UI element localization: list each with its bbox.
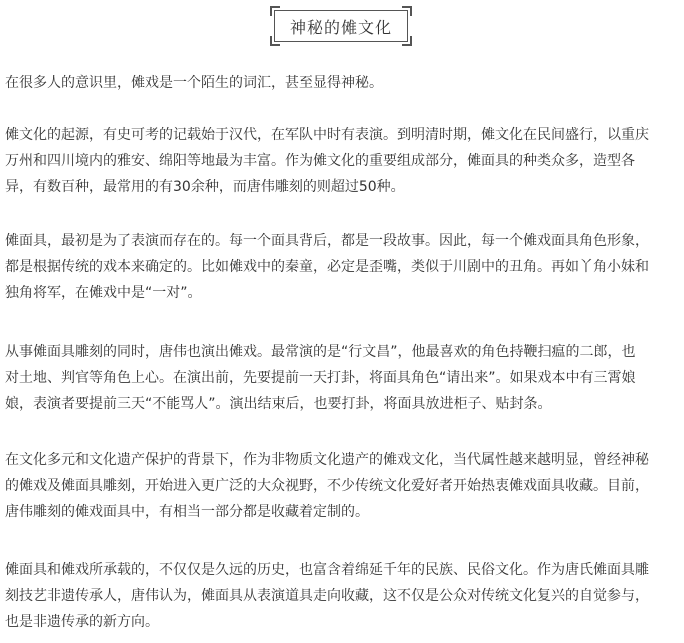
text-line: 在文化多元和文化遗产保护的背景下，作为非物质文化遗产的傩戏文化，当代属性越来越明显，曾经神秘 — [5, 452, 649, 468]
text-line: 异，有数百种，最常用的有30余种，而唐伟雕刻的则超过50种。 — [5, 179, 405, 195]
paragraph-origin — [5, 122, 680, 200]
text-line: 傩面具，最初是为了表演而存在的。每一个面具背后，都是一段故事。因此，每一个傩戏面具角色形象， — [5, 233, 649, 249]
text-line: 独角将军，在傩戏中是“一对”。 — [5, 285, 202, 301]
text-line: 万州和四川境内的雅安、绵阳等地最为丰富。作为傩文化的重要组成部分，傩面具的种类众多，造型各 — [5, 153, 635, 169]
paragraph-inheritance — [5, 557, 680, 635]
text-line: 都是根据传统的戏本来确定的。比如傩戏中的秦童，必定是歪嘴，类似于川剧中的丑角。再如丫角小妹和 — [5, 259, 649, 275]
text-line: 唐伟雕刻的傩戏面具中，有相当一部分都是收藏着定制的。 — [5, 504, 369, 520]
title-frame — [270, 6, 412, 46]
page-title: 神秘的傩文化 — [274, 10, 408, 42]
paragraph-performance — [5, 339, 680, 417]
text-line: 从事傩面具雕刻的同时，唐伟也演出傩戏。最常演的是“行文昌”，他最喜欢的角色持鞭扫瘟的二郎，也 — [5, 344, 636, 360]
text-line: 的傩戏及傩面具雕刻，开始进入更广泛的大众视野，不少传统文化爱好者开始热衷傩戏面具收藏。目前， — [5, 478, 649, 494]
text-line: 刻技艺非遗传承人，唐伟认为，傩面具从表演道具走向收藏，这不仅是公众对传统文化复兴的自觉参与， — [5, 588, 649, 604]
text-line: 在很多人的意识里，傩戏是一个陌生的词汇，甚至显得神秘。 — [5, 75, 383, 91]
paragraph-intro — [5, 70, 680, 96]
text-line: 对土地、判官等角色上心。在演出前，先要提前一天打卦，将面具角色“请出来”。如果戏本中有三霄娘 — [5, 370, 636, 386]
paragraph-heritage — [5, 447, 680, 525]
text-line: 也是非遗传承的新方向。 — [5, 614, 159, 630]
text-line: 傩文化的起源，有史可考的记载始于汉代，在军队中时有表演。到明清时期，傩文化在民间盛行，以重庆 — [5, 127, 649, 143]
text-line: 傩面具和傩戏所承载的，不仅仅是久远的历史，也富含着绵延千年的民族、民俗文化。作为唐氏傩面具雕 — [5, 562, 649, 578]
paragraph-masks — [5, 228, 680, 306]
text-line: 娘，表演者要提前三天“不能骂人”。演出结束后，也要打卦，将面具放进柜子、贴封条。 — [5, 396, 552, 412]
